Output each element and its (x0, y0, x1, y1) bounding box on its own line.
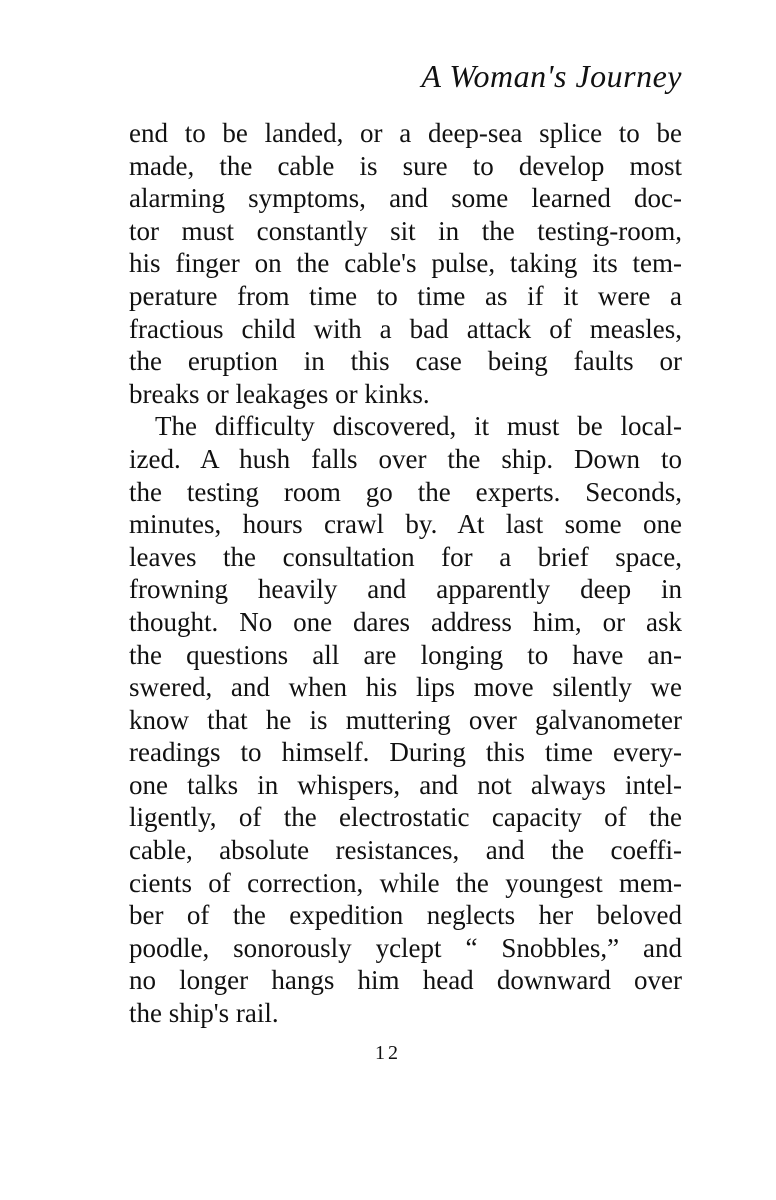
text-line: the testing room go the experts. Seconds, (129, 476, 682, 507)
text-line: the ship's rail. (129, 998, 279, 1029)
text-line: frowning heavily and apparently deep in (129, 574, 682, 605)
text-line: the questions all are longing to have an- (129, 639, 682, 670)
text-line: ligently, of the electrostatic capacity of the (129, 802, 682, 833)
running-header: A Woman's Journey (421, 58, 682, 94)
text-line: ized. A hush falls over the ship. Down to (129, 443, 682, 474)
text-line: one talks in whispers, and not always intel- (129, 769, 682, 800)
text-line: alarming symptoms, and some learned doc- (129, 183, 682, 214)
text-line: readings to himself. During this time every- (129, 737, 682, 768)
text-line: cable, absolute resistances, and the coeffi- (129, 835, 682, 866)
page-number: 12 (375, 1042, 401, 1064)
text-line: poodle, sonorously yclept “ Snobbles,” and (129, 932, 682, 963)
text-line: breaks or leakages or kinks. (129, 378, 430, 409)
text-line: know that he is muttering over galvanometer (129, 704, 682, 735)
text-line: thought. No one dares address him, or ask (129, 606, 682, 637)
text-line: ber of the expedition neglects her beloved (129, 900, 682, 931)
text-line: end to be landed, or a deep-sea splice to be (129, 118, 682, 148)
text-line: the eruption in this case being faults or (129, 346, 682, 377)
text-line: cients of correction, while the youngest mem- (129, 867, 682, 898)
text-line: fractious child with a bad attack of measles, (129, 313, 682, 344)
text-line: tor must constantly sit in the testing-room, (129, 215, 682, 246)
text-line: perature from time to time as if it were a (129, 280, 682, 311)
text-line: made, the cable is sure to develop most (129, 150, 682, 181)
text-line: minutes, hours crawl by. At last some one (129, 509, 682, 540)
body-text (129, 117, 682, 1030)
text-line: his finger on the cable's pulse, taking its tem- (129, 248, 682, 279)
text-line: no longer hangs him head downward over (129, 965, 682, 996)
text-line: swered, and when his lips move silently we (129, 672, 682, 703)
text-line: The difficulty discovered, it must be local- (155, 411, 682, 442)
text-line: leaves the consultation for a brief space, (129, 541, 682, 572)
